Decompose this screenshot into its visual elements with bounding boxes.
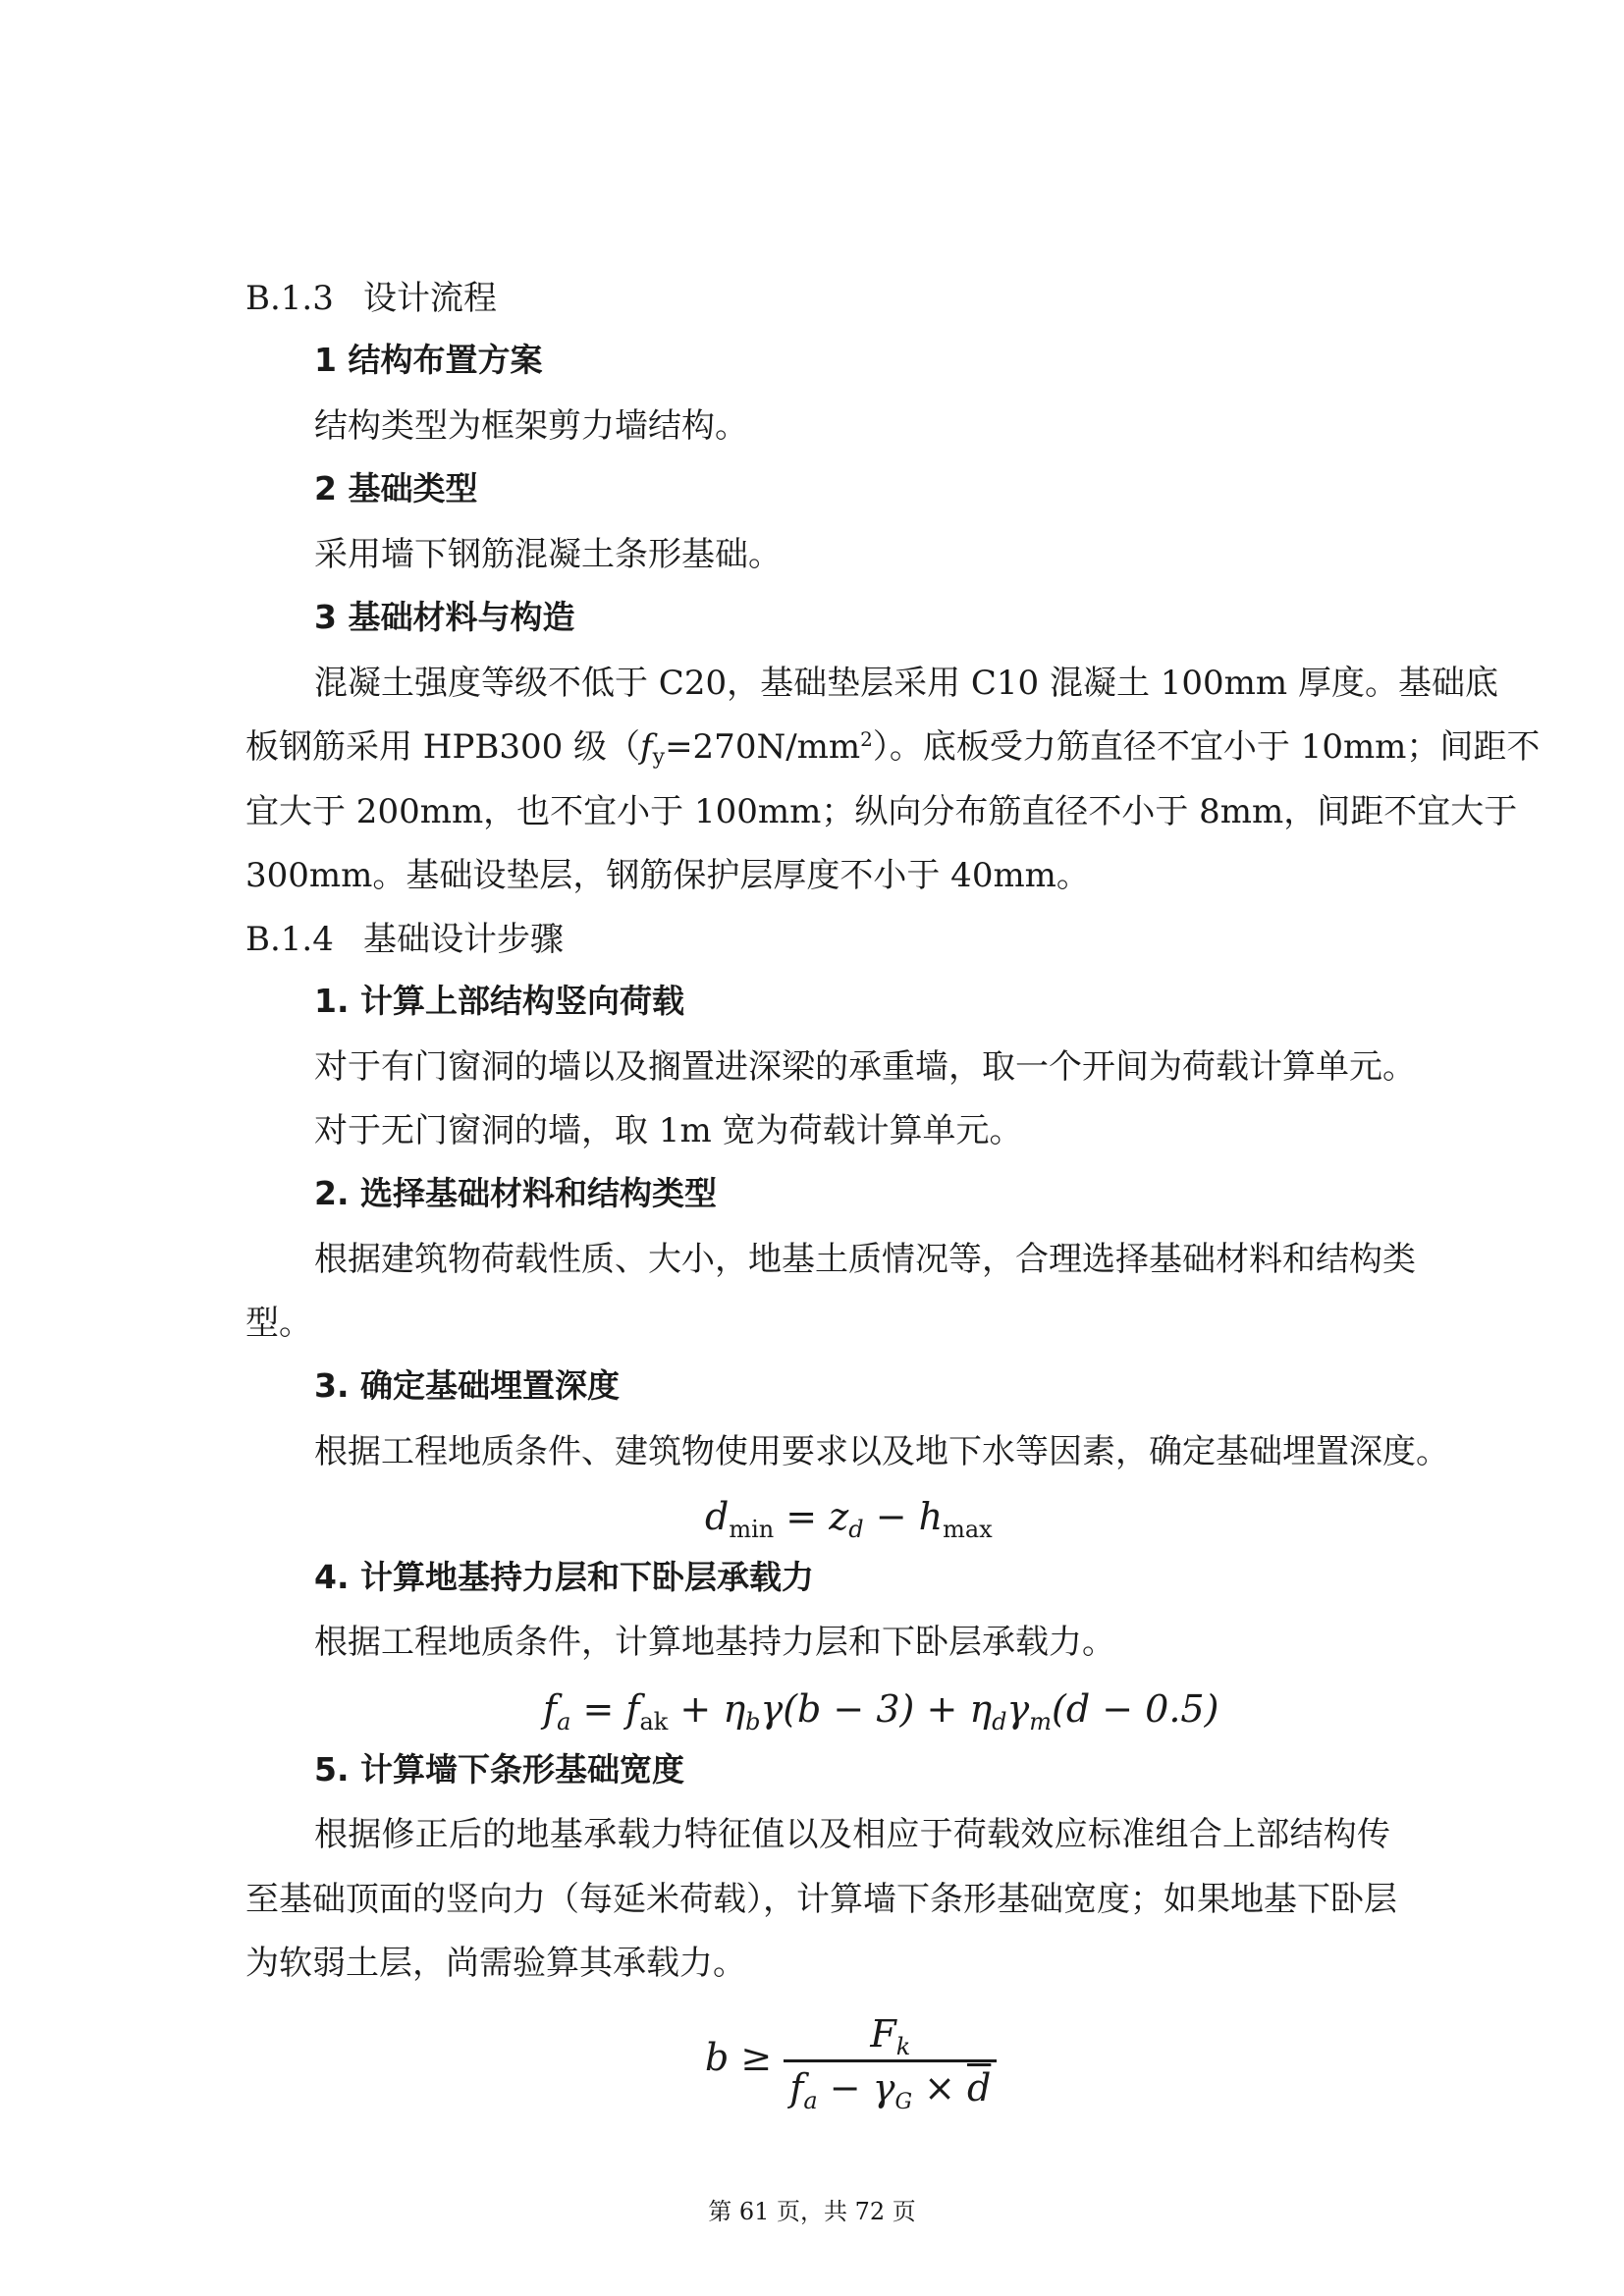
eq-operator: + (668, 1687, 724, 1731)
eq-subscript: max (943, 1516, 993, 1543)
eq-term: F (870, 2012, 896, 2056)
paragraph-materials-line (245, 725, 1541, 770)
paragraph-step-5-line: 至基础顶面的竖向力（每延米荷载），计算墙下条形基础宽度；如果地基下卧层 (245, 1880, 1397, 1919)
eq-numerator (784, 2012, 997, 2062)
equation-min-depth (705, 1492, 993, 1541)
subheading-structure-layout: 1 结构布置方案 (314, 341, 543, 379)
subheading-step-5: 5. 计算墙下条形基础宽度 (314, 1750, 684, 1789)
eq-term: f (789, 2066, 804, 2109)
eq-subscript: b (745, 1708, 761, 1735)
eq-term: η (969, 1687, 993, 1731)
eq-subscript: k (895, 2033, 911, 2060)
eq-term: z (829, 1495, 849, 1538)
text-run: ）。底板受力筋直径不宜小于 10mm；间距不 (872, 727, 1541, 767)
eq-operator: − (817, 2066, 873, 2109)
section-title: 设计流程 (363, 279, 497, 318)
eq-term: γ (1006, 1687, 1030, 1731)
eq-subscript: a (803, 2087, 818, 2114)
eq-term: $\overline{d}$ (967, 2066, 992, 2109)
text-run: =270N/mm (665, 727, 861, 767)
section-number: B.1.3 (245, 279, 334, 318)
paragraph-step-2-line: 型。 (245, 1304, 312, 1343)
section-heading-b14 (245, 918, 564, 961)
section-heading-b13 (245, 277, 497, 320)
paragraph-step-1-line: 对于无门窗洞的墙，取 1m 宽为荷载计算单元。 (314, 1111, 1023, 1150)
equation-bearing-capacity (543, 1684, 1218, 1734)
eq-operator: × (912, 2066, 968, 2109)
subheading-step-1: 1. 计算上部结构竖向荷载 (314, 982, 684, 1020)
eq-subscript: ak (639, 1708, 669, 1735)
superscript: 2 (860, 727, 873, 751)
paragraph-step-3: 根据工程地质条件、建筑物使用要求以及地下水等因素，确定基础埋置深度。 (314, 1432, 1449, 1471)
eq-subscript: a (557, 1708, 571, 1735)
eq-term: (b − 3) (783, 1687, 915, 1731)
eq-term: γ (760, 1687, 784, 1731)
eq-subscript: min (729, 1516, 775, 1543)
paragraph-foundation-type: 采用墙下钢筋混凝土条形基础。 (314, 535, 782, 574)
section-number: B.1.4 (245, 920, 334, 959)
eq-operator: + (914, 1687, 970, 1731)
paragraph-materials-line: 宜大于 200mm，也不宜小于 100mm；纵向分布筋直径不小于 8mm，间距不宜大于 (245, 792, 1518, 831)
symbol-fy: f (640, 727, 653, 767)
eq-term: γ (872, 2066, 895, 2109)
eq-operator: = (774, 1495, 830, 1538)
eq-term: f (625, 1687, 640, 1731)
subheading-step-2: 2. 选择基础材料和结构类型 (314, 1174, 717, 1212)
paragraph-step-1-line: 对于有门窗洞的墙以及搁置进深梁的承重墙，取一个开间为荷载计算单元。 (314, 1047, 1416, 1087)
subheading-foundation-type: 2 基础类型 (314, 469, 478, 507)
page-footer: 第 61 页，共 72 页 (708, 2198, 916, 2225)
eq-term: b (705, 2036, 730, 2079)
paragraph-materials-line: 300mm。基础设垫层，钢筋保护层厚度不小于 40mm。 (245, 856, 1090, 895)
eq-denominator (784, 2062, 997, 2114)
eq-term: d (705, 1495, 730, 1538)
eq-fraction (784, 2012, 997, 2114)
eq-subscript: G (894, 2090, 913, 2114)
paragraph-step-4: 根据工程地质条件，计算地基持力层和下卧层承载力。 (314, 1623, 1115, 1662)
section-title: 基础设计步骤 (363, 920, 564, 959)
paragraph-step-5-line: 根据修正后的地基承载力特征值以及相应于荷载效应标准组合上部结构传 (314, 1815, 1390, 1854)
subscript: y (652, 745, 666, 770)
eq-term: (d − 0.5) (1052, 1687, 1219, 1731)
eq-subscript: m (1029, 1708, 1052, 1735)
paragraph-materials-line: 混凝土强度等级不低于 C20，基础垫层采用 C10 混凝土 100mm 厚度。基础底 (314, 664, 1498, 703)
text-run: 板钢筋采用 HPB300 级（ (245, 727, 641, 767)
paragraph-structure-type: 结构类型为框架剪力墙结构。 (314, 406, 748, 446)
eq-operator: − (863, 1495, 919, 1538)
eq-operator: ≥ (729, 2036, 785, 2079)
subheading-materials: 3 基础材料与构造 (314, 598, 575, 636)
paragraph-step-2-line: 根据建筑物荷载性质、大小，地基土质情况等，合理选择基础材料和结构类 (314, 1240, 1416, 1279)
paragraph-step-5-line: 为软弱土层，尚需验算其承载力。 (245, 1944, 746, 1983)
eq-subscript: d (992, 1708, 1007, 1735)
eq-term: h (918, 1495, 944, 1538)
eq-term: η (723, 1687, 746, 1731)
subheading-step-4: 4. 计算地基持力层和下卧层承载力 (314, 1558, 814, 1596)
eq-operator: = (570, 1687, 626, 1731)
eq-term: f (543, 1687, 558, 1731)
equation-strip-width (705, 2012, 997, 2114)
subheading-step-3: 3. 确定基础埋置深度 (314, 1366, 620, 1405)
eq-subscript: d (848, 1516, 864, 1543)
